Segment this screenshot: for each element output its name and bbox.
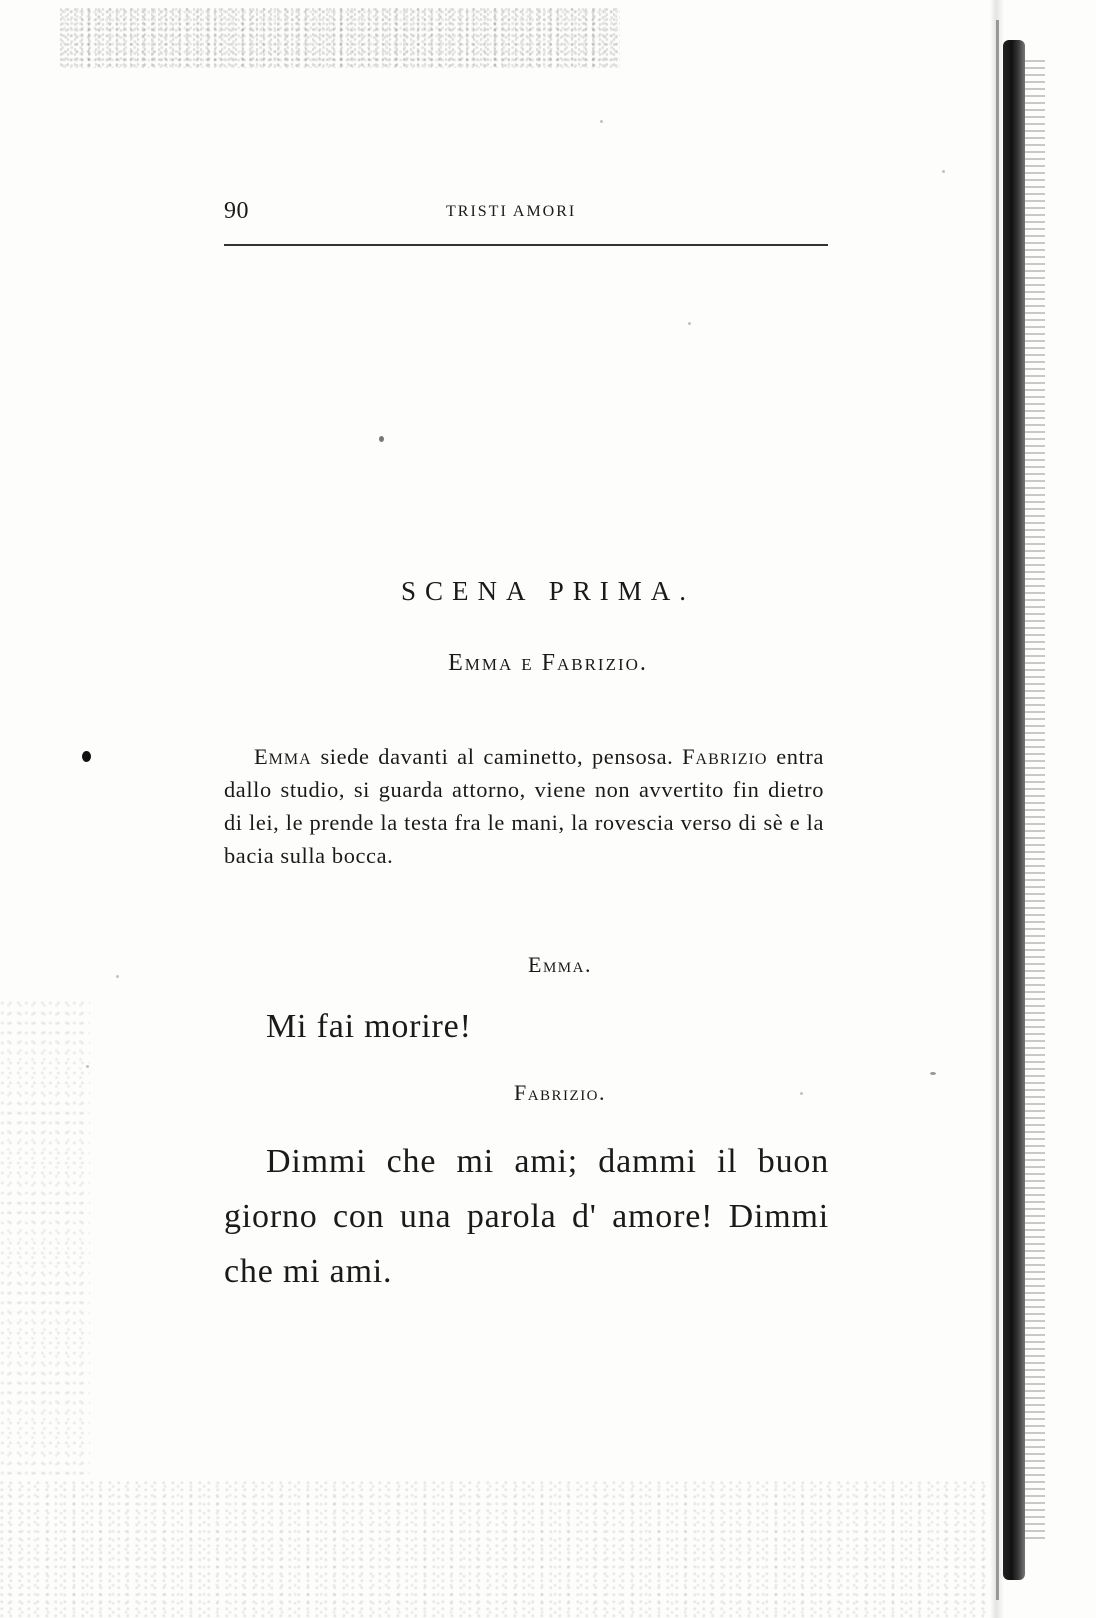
- dialogue-line-fabrizio: [224, 1134, 829, 1299]
- dialogue-paragraph: Dimmi che mi ami; dammi il buon giorno con una parola d' amore! Dimmi che mi ami.: [224, 1143, 829, 1290]
- scene-title: SCENA PRIMA.: [400, 576, 696, 606]
- ink-speck: [688, 322, 691, 325]
- stage-direction-text-1: siede davanti al caminetto, pensosa.: [311, 744, 683, 769]
- scene-characters: Emma e Fabrizio.: [448, 650, 648, 676]
- dialogue-line-emma: Mi fai morire!: [266, 1008, 472, 1045]
- scan-noise-bottom: [0, 1480, 1000, 1618]
- ink-speck: [86, 1065, 89, 1068]
- ink-speck: [600, 120, 603, 123]
- stage-direction-text-2: entra dallo studio, si guarda attorno, viene non avvertito fin dietro di lei, le prende la testa fra le mani, la rovescia verso di sè e la bacia sulla bocca.: [224, 744, 824, 868]
- page-edge-line: [996, 20, 999, 1600]
- running-title: TRISTI AMORI: [446, 203, 577, 220]
- ink-speck: [930, 1072, 936, 1075]
- character-name-fabrizio: Fabrizio: [682, 744, 768, 769]
- stage-direction-paragraph: [224, 740, 824, 872]
- ink-speck: [942, 170, 945, 173]
- speaker-emma: Emma.: [528, 952, 592, 977]
- ink-spot: [82, 751, 91, 762]
- page-number: 90: [224, 198, 249, 224]
- character-name-emma: Emma: [254, 744, 312, 769]
- running-head: [224, 198, 824, 228]
- scan-noise-left: [0, 1000, 90, 1480]
- header-rule: [224, 244, 828, 246]
- scan-noise-top: [60, 8, 620, 68]
- stage-direction: [224, 740, 824, 872]
- book-spine-shadow: [1003, 40, 1025, 1580]
- ink-speck: [116, 975, 119, 978]
- ink-speck: [379, 436, 384, 442]
- spine-texture: [1025, 60, 1045, 1540]
- speaker-fabrizio: Fabrizio.: [513, 1080, 607, 1105]
